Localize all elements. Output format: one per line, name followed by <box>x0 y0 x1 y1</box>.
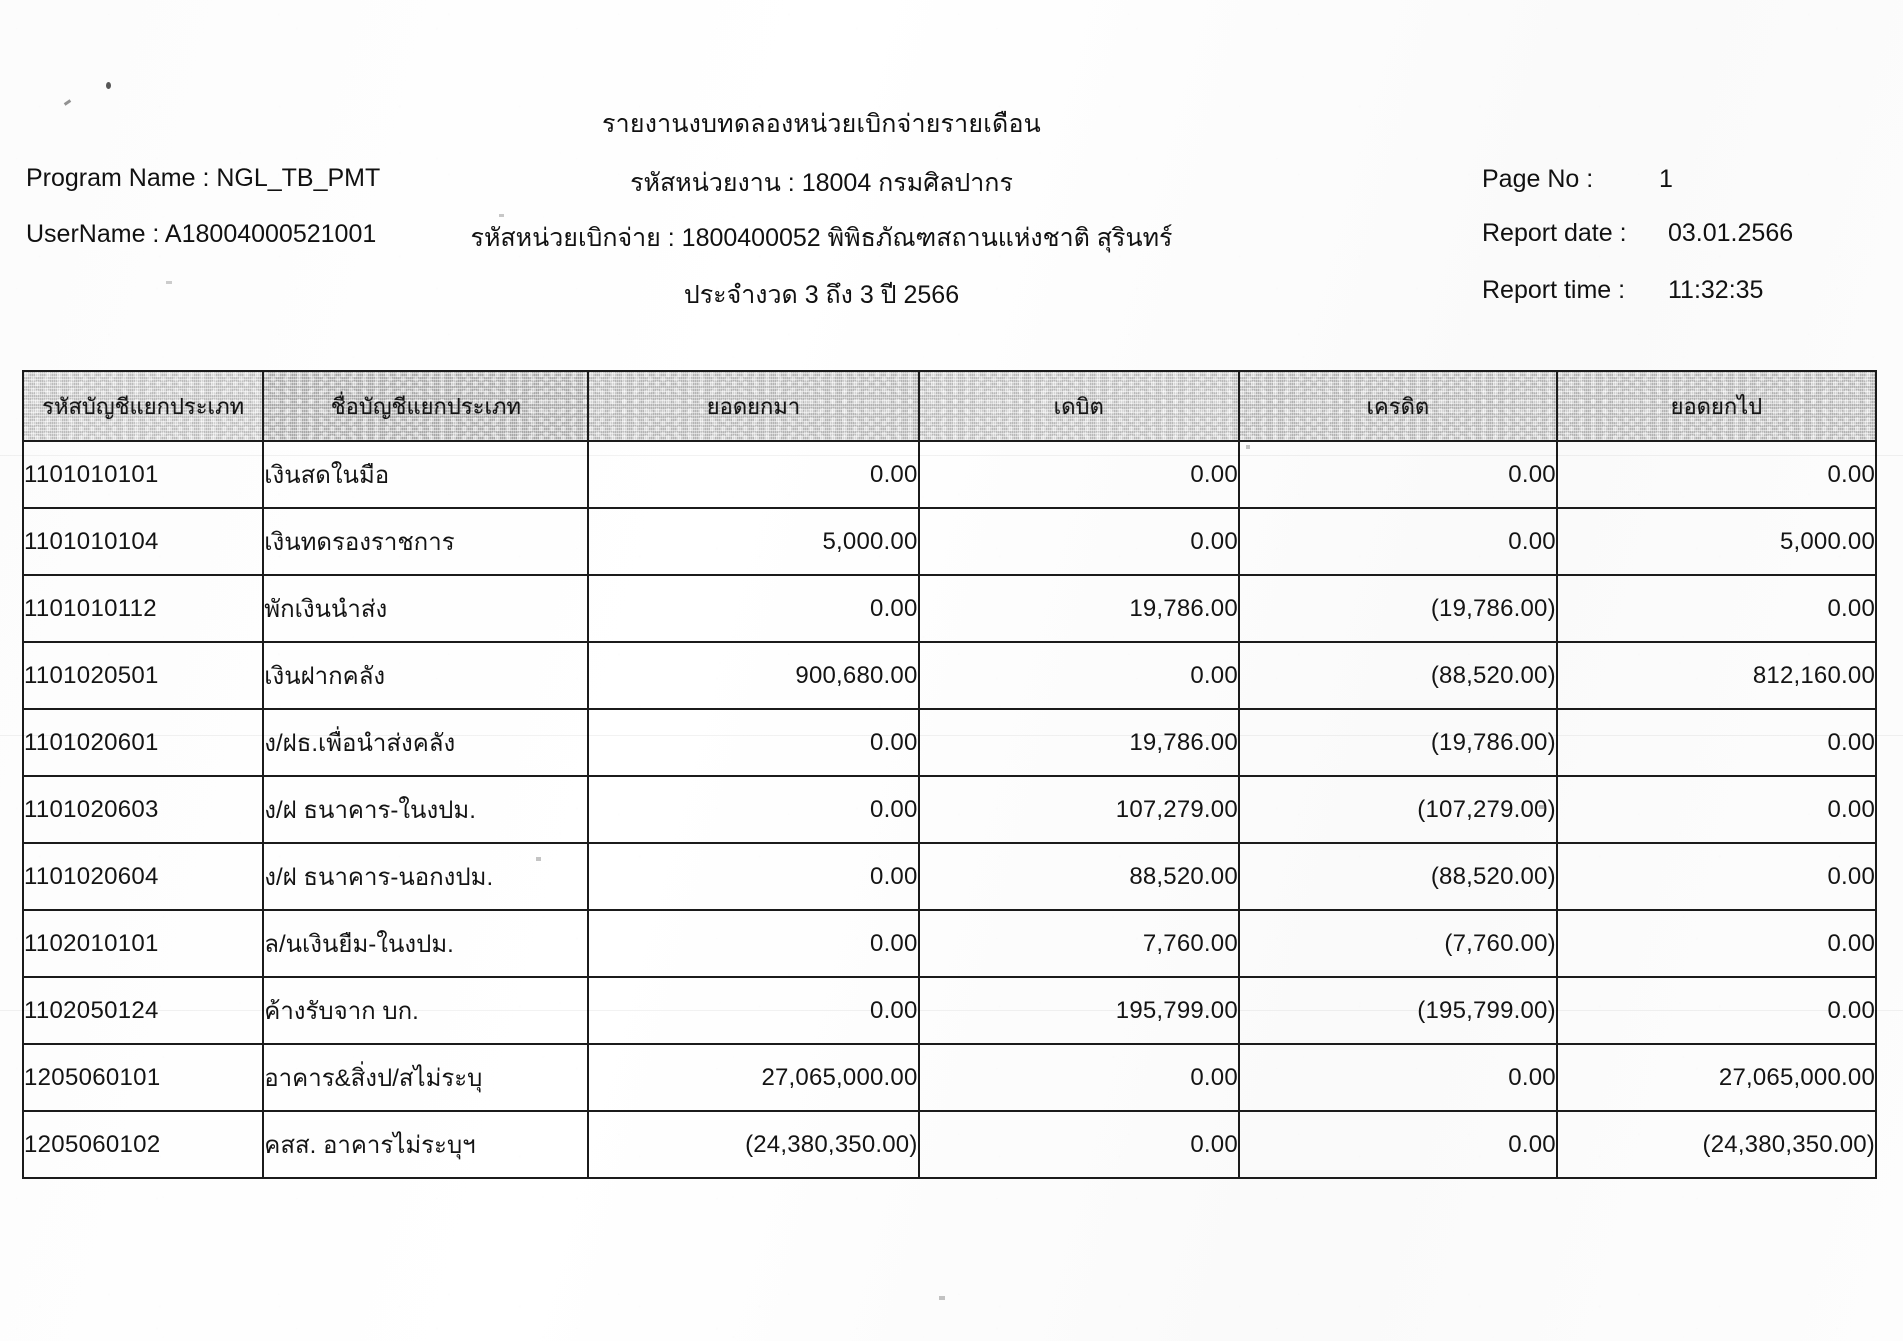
period-label: ประจำงวด 3 ถึง 3 ปี 2566 <box>683 281 960 309</box>
cell-account-name: คสส. อาคารไม่ระบุฯ <box>263 1111 588 1178</box>
table-header-row <box>23 371 1876 441</box>
cell-brought-forward: 0.00 <box>588 776 918 843</box>
cell-debit: 19,786.00 <box>919 575 1239 642</box>
cell-brought-forward: 5,000.00 <box>588 508 918 575</box>
cell-account-name: เงินฝากคลัง <box>263 642 588 709</box>
cell-account-name: ล/นเงินยืม-ในงปม. <box>263 910 588 977</box>
cell-brought-forward: 0.00 <box>588 910 918 977</box>
report-time-value: 11:32:35 <box>1668 276 1764 304</box>
cell-debit: 88,520.00 <box>919 843 1239 910</box>
cell-account-code: 1102010101 <box>23 910 263 977</box>
cell-brought-forward: 0.00 <box>588 441 918 508</box>
cell-debit: 0.00 <box>919 1044 1239 1111</box>
table-row <box>23 1111 1876 1178</box>
report-date-label: Report date : <box>1482 219 1627 247</box>
cell-carried-forward: 0.00 <box>1557 441 1876 508</box>
table-row <box>23 441 1876 508</box>
column-header-brought-forward: ยอดยกมา <box>588 371 918 441</box>
table-header <box>23 371 1876 441</box>
cell-account-name: ค้างรับจาก บก. <box>263 977 588 1044</box>
table-row <box>23 508 1876 575</box>
agency-code-label: รหัสหน่วยงาน : 18004 กรมศิลปากร <box>630 169 1013 197</box>
cell-brought-forward: 27,065,000.00 <box>588 1044 918 1111</box>
cell-debit: 0.00 <box>919 441 1239 508</box>
cell-debit: 0.00 <box>919 642 1239 709</box>
cell-debit: 107,279.00 <box>919 776 1239 843</box>
column-header-account-code: รหัสบัญชีแยกประเภท <box>23 371 263 441</box>
cell-credit: 0.00 <box>1239 441 1557 508</box>
trial-balance-table <box>22 370 1877 1179</box>
table-body <box>23 441 1876 1178</box>
cell-debit: 0.00 <box>919 508 1239 575</box>
cell-carried-forward: (24,380,350.00) <box>1557 1111 1876 1178</box>
cell-brought-forward: 0.00 <box>588 709 918 776</box>
table-row <box>23 843 1876 910</box>
cell-account-name: เงินทดรองราชการ <box>263 508 588 575</box>
table-row <box>23 575 1876 642</box>
cell-brought-forward: 0.00 <box>588 575 918 642</box>
cell-debit: 0.00 <box>919 1111 1239 1178</box>
cell-account-name: พักเงินนำส่ง <box>263 575 588 642</box>
cell-account-name: เงินสดในมือ <box>263 441 588 508</box>
cell-account-code: 1101020601 <box>23 709 263 776</box>
cell-account-code: 1101010104 <box>23 508 263 575</box>
cell-credit: (88,520.00) <box>1239 642 1557 709</box>
table-row <box>23 977 1876 1044</box>
cell-carried-forward: 0.00 <box>1557 709 1876 776</box>
cell-account-code: 1101020604 <box>23 843 263 910</box>
table-row <box>23 910 1876 977</box>
column-header-carried-forward: ยอดยกไป <box>1557 371 1876 441</box>
cell-carried-forward: 0.00 <box>1557 977 1876 1044</box>
cell-carried-forward: 5,000.00 <box>1557 508 1876 575</box>
table-row <box>23 776 1876 843</box>
column-header-debit: เดบิต <box>919 371 1239 441</box>
cell-account-name: ง/ฝ ธนาคาร-นอกงปม. <box>263 843 588 910</box>
cell-credit: (19,786.00) <box>1239 709 1557 776</box>
cell-brought-forward: 900,680.00 <box>588 642 918 709</box>
cell-carried-forward: 27,065,000.00 <box>1557 1044 1876 1111</box>
cell-carried-forward: 0.00 <box>1557 843 1876 910</box>
page-no-label: Page No : <box>1482 165 1594 193</box>
cell-debit: 19,786.00 <box>919 709 1239 776</box>
report-date-value: 03.01.2566 <box>1668 219 1794 247</box>
cell-carried-forward: 0.00 <box>1557 910 1876 977</box>
trial-balance-table-wrapper <box>22 370 1877 1179</box>
page-title: รายงานงบทดลองหน่วยเบิกจ่ายรายเดือน <box>602 110 1041 138</box>
cell-account-code: 1205060102 <box>23 1111 263 1178</box>
cell-account-name: ง/ฝ ธนาคาร-ในงปม. <box>263 776 588 843</box>
cell-account-code: 1205060101 <box>23 1044 263 1111</box>
cell-credit: (107,279.00) <box>1239 776 1557 843</box>
cell-brought-forward: (24,380,350.00) <box>588 1111 918 1178</box>
cell-brought-forward: 0.00 <box>588 843 918 910</box>
column-header-credit: เครดิต <box>1239 371 1557 441</box>
report-time-label: Report time : <box>1482 276 1626 304</box>
cell-carried-forward: 0.00 <box>1557 776 1876 843</box>
table-row <box>23 1044 1876 1111</box>
cell-credit: (195,799.00) <box>1239 977 1557 1044</box>
cell-debit: 7,760.00 <box>919 910 1239 977</box>
cell-carried-forward: 812,160.00 <box>1557 642 1876 709</box>
cell-credit: (88,520.00) <box>1239 843 1557 910</box>
cell-credit: 0.00 <box>1239 508 1557 575</box>
cell-credit: (7,760.00) <box>1239 910 1557 977</box>
cell-account-code: 1102050124 <box>23 977 263 1044</box>
table-row <box>23 709 1876 776</box>
cell-credit: (19,786.00) <box>1239 575 1557 642</box>
cell-account-name: อาคาร&สิ่งป/สไม่ระบุ <box>263 1044 588 1111</box>
cell-carried-forward: 0.00 <box>1557 575 1876 642</box>
cell-account-code: 1101020501 <box>23 642 263 709</box>
disbursement-unit-label: รหัสหน่วยเบิกจ่าย : 1800400052 พิพิธภัณฑสถานแห่งชาติ สุรินทร์ <box>470 224 1173 252</box>
page-no-value: 1 <box>1659 165 1673 193</box>
cell-credit: 0.00 <box>1239 1044 1557 1111</box>
cell-brought-forward: 0.00 <box>588 977 918 1044</box>
table-row <box>23 642 1876 709</box>
cell-account-code: 1101020603 <box>23 776 263 843</box>
program-name-label: Program Name : NGL_TB_PMT <box>26 164 381 192</box>
cell-account-name: ง/ฝธ.เพื่อนำส่งคลัง <box>263 709 588 776</box>
column-header-account-name: ชื่อบัญชีแยกประเภท <box>263 371 588 441</box>
cell-credit: 0.00 <box>1239 1111 1557 1178</box>
user-name-label: UserName : A18004000521001 <box>26 220 377 248</box>
cell-debit: 195,799.00 <box>919 977 1239 1044</box>
cell-account-code: 1101010112 <box>23 575 263 642</box>
cell-account-code: 1101010101 <box>23 441 263 508</box>
